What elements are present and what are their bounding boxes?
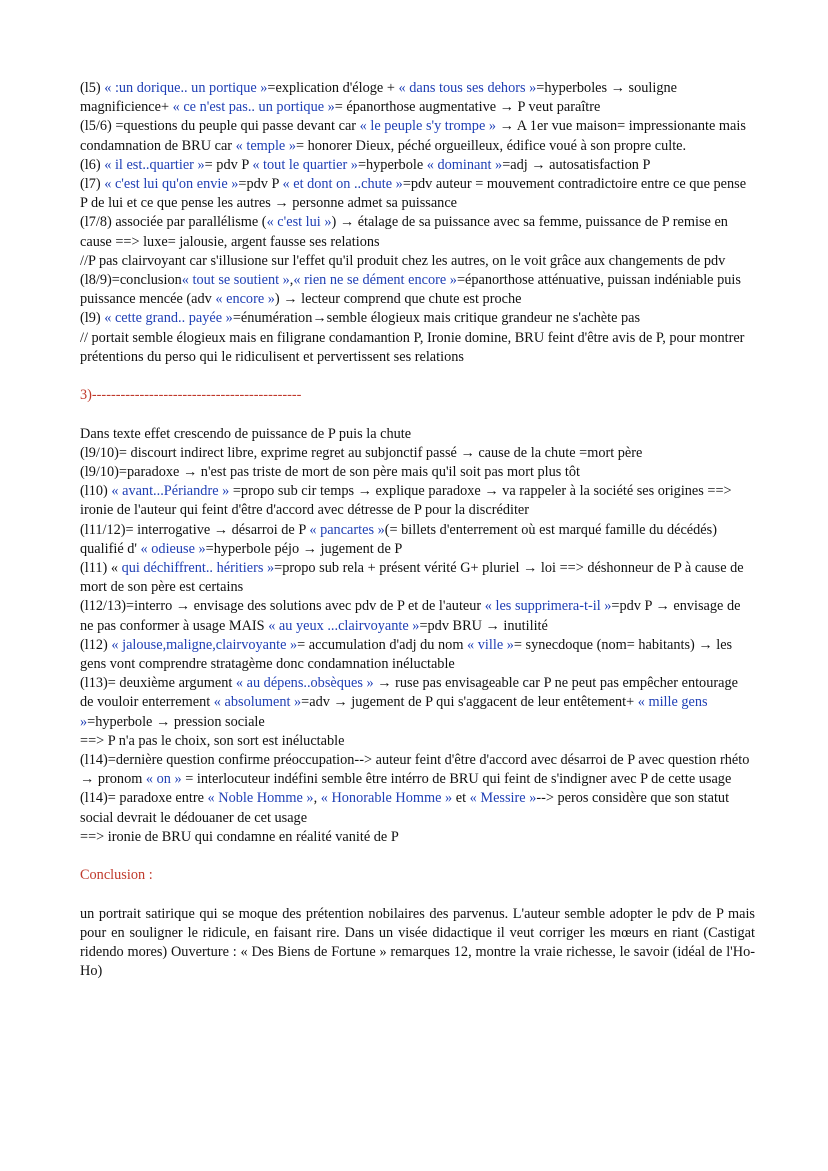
commentary-text: Dans texte effet crescendo de puissance de P puis la chute xyxy=(80,425,412,442)
analysis-paragraph xyxy=(80,213,755,251)
quote-text: « le peuple s'y trompe » xyxy=(359,118,497,135)
commentary-text: (= billets d'enterrement où est marqué famille du décédés) qualifié d' xyxy=(80,521,717,557)
quote-text: « tout le quartier » xyxy=(252,156,358,173)
analysis-paragraph xyxy=(80,828,755,847)
analysis-paragraph xyxy=(80,789,755,827)
commentary-text: (l5) xyxy=(80,80,105,96)
section-3-heading: 3)-------------------------------------------- xyxy=(80,387,302,404)
quote-text: « Honorable Homme » xyxy=(320,790,453,807)
conclusion-text: un portrait satirique qui se moque des prétention nobilaires des parvenus. L'auteur semble adopter le pdv de P mais pour en souligner le ridicule, en faisant rire. Dans un visée didactique il veut corriger les mœurs en riant (Castigat ridendo mores) Ouverture : « Des Biens de Fortune » remarques 12, montre la vraie richesse, le savoir (idéal de l'Ho-Ho) xyxy=(80,905,755,980)
quote-text: « ville » xyxy=(467,636,514,653)
commentary-text: =propo sub cir temps → explique paradoxe → va rappeler à la société ses origines ==> ironie de l'auteur qui feint d'être d'accord avec détresse de P pour la discréditer xyxy=(80,483,732,519)
commentary-text: =pdv P xyxy=(238,176,283,193)
commentary-text: (l12/13)=interro → envisage des solutions avec pdv de P et de l'auteur xyxy=(80,598,485,615)
quote-text: « Messire » xyxy=(469,790,537,807)
quote-text: « au dépens..obsèques » xyxy=(235,675,374,692)
quote-text: « il est..quartier » xyxy=(104,156,205,173)
quote-text: « ce n'est pas.. un portique » xyxy=(172,99,335,116)
analysis-paragraph xyxy=(80,175,755,213)
analysis-paragraph xyxy=(80,329,755,367)
commentary-text: =adj → autosatisfaction P xyxy=(502,156,651,173)
quote-text: « les supprimera-t-il » xyxy=(484,598,612,615)
commentary-text: (l7/8) associée par parallélisme ( xyxy=(80,214,267,231)
commentary-text: (l10) xyxy=(80,483,112,500)
commentary-text: (l14)= paradoxe entre xyxy=(80,790,208,807)
analysis-part-2 xyxy=(80,79,755,367)
quote-text: « dans tous ses dehors » xyxy=(398,80,537,96)
quote-text: « temple » xyxy=(235,137,296,154)
quote-text: « avant...Périandre » xyxy=(111,483,230,500)
commentary-text: =adv → jugement de P qui s'aggacent de leur entêtement+ xyxy=(301,694,638,711)
analysis-paragraph xyxy=(80,482,755,520)
commentary-text: // portait semble élogieux mais en filigrane condamantion P, Ironie domine, BRU feint d'être avis de P, pour montrer prétentions du perso qui le ridiculisent et pervertissent ses relations xyxy=(80,329,745,365)
commentary-text: (l11) « xyxy=(80,560,122,577)
commentary-text: (l13)= deuxième argument xyxy=(80,675,236,692)
analysis-paragraph xyxy=(80,309,755,328)
commentary-text: =hyperboles → souligne magnificience+ xyxy=(80,80,677,116)
quote-text: « absolument » xyxy=(213,694,302,711)
commentary-text: = accumulation d'adj du nom xyxy=(297,636,468,653)
commentary-text: (l9/10)=paradoxe → n'est pas triste de mort de son père mais qu'il soit pas mort plus tôt xyxy=(80,464,581,481)
commentary-text: //P pas clairvoyant car s'illusione sur l'effet qu'il produit chez les autres, on le voit grâce aux changements de pdv xyxy=(80,252,726,269)
commentary-text: → A 1er vue maison= impressionante mais condamnation de BRU car xyxy=(80,118,746,154)
commentary-text: et xyxy=(452,790,470,807)
commentary-text: =pdv P → envisage de ne pas conformer à usage MAIS xyxy=(80,598,741,634)
quote-text: « au yeux ...clairvoyante » xyxy=(268,617,420,634)
analysis-paragraph xyxy=(80,463,755,482)
quote-text: « cette grand.. payée » xyxy=(104,310,233,327)
quote-text: « jalouse,maligne,clairvoyante » xyxy=(111,636,298,653)
commentary-text: (l9/10)= discourt indirect libre, exprime regret au subjonctif passé → cause de la chute =mort père xyxy=(80,444,643,461)
analysis-paragraph xyxy=(80,79,755,117)
quote-text: « c'est lui qu'on envie » xyxy=(104,176,239,193)
commentary-text: ==> ironie de BRU qui condamne en réalité vanité de P xyxy=(80,828,399,845)
analysis-paragraph xyxy=(80,444,755,463)
commentary-text: = synecdoque (nom= habitants) → les gens vont comprendre stratagème donc condamnation inéluctable xyxy=(80,636,733,673)
commentary-text: (l14)=dernière question confirme préoccupation--> auteur feint d'être d'accord avec désarroi de P avec question rhéto → pronom xyxy=(80,752,750,788)
quote-text: « mille gens » xyxy=(80,694,708,730)
quote-text: « Noble Homme » xyxy=(207,790,314,807)
quote-text: « dominant » xyxy=(426,156,503,173)
commentary-text: --> peros considère que son statut social devrait le dédouaner de cet usage xyxy=(80,790,730,826)
analysis-paragraph xyxy=(80,271,755,309)
commentary-text: , xyxy=(289,272,294,289)
analysis-paragraph xyxy=(80,117,755,155)
quote-text: « encore » xyxy=(215,291,275,308)
commentary-text: = épanorthose augmentative → P veut paraître xyxy=(334,99,601,116)
analysis-paragraph xyxy=(80,732,755,751)
commentary-text: ) → lecteur comprend que chute est proche xyxy=(274,291,522,308)
commentary-text: = interlocuteur indéfini semble être intérro de BRU qui feint de s'indigner avec P de cette usage xyxy=(181,771,732,788)
analysis-paragraph xyxy=(80,751,755,789)
commentary-text: =énumération→semble élogieux mais critique grandeur ne s'achète pas xyxy=(232,310,641,327)
commentary-text: (l7) xyxy=(80,176,105,193)
analysis-part-3 xyxy=(80,425,755,847)
document-page xyxy=(80,79,755,981)
commentary-text: =épanorthose atténuative, puissan indéniable puis puissance mencée (adv xyxy=(80,272,741,308)
commentary-text: (l5/6) =questions du peuple qui passe devant car xyxy=(80,118,360,135)
commentary-text: =explication d'éloge + xyxy=(267,80,399,96)
commentary-text: (l8/9)=conclusion xyxy=(80,272,182,289)
analysis-paragraph xyxy=(80,559,755,597)
quote-text: « c'est lui » xyxy=(266,214,332,231)
quote-text: « et dont on ..chute » xyxy=(282,176,403,193)
commentary-text: =hyperbole xyxy=(357,156,427,173)
quote-text: « odieuse » xyxy=(140,540,206,557)
analysis-paragraph xyxy=(80,252,755,271)
commentary-text: (l12) xyxy=(80,636,112,653)
commentary-text: ==> P n'a pas le choix, son sort est inéluctable xyxy=(80,732,345,749)
commentary-text: = pdv P xyxy=(204,156,253,173)
quote-text: « on » xyxy=(145,771,182,788)
commentary-text: (l6) xyxy=(80,156,105,173)
commentary-text: = honorer Dieux, péché orgueilleux, édifice voué à son propre culte. xyxy=(296,137,687,154)
analysis-paragraph xyxy=(80,156,755,175)
commentary-text: =pdv auteur = mouvement contradictoire entre ce que pense P de lui et ce que pense les autres → personne admet sa puissance xyxy=(80,176,747,212)
analysis-paragraph xyxy=(80,674,755,732)
commentary-text: → ruse pas envisageable car P ne peut pas empêcher entourage de vouloir enterrement xyxy=(80,675,738,711)
commentary-text: =hyperbole péjo → jugement de P xyxy=(205,540,403,557)
quote-text: qui déchiffrent.. héritiers » xyxy=(121,560,275,577)
commentary-text: =pdv BRU → inutilité xyxy=(419,617,548,634)
analysis-paragraph xyxy=(80,636,755,674)
analysis-paragraph xyxy=(80,521,755,559)
commentary-text: , xyxy=(313,790,321,807)
quote-text: « pancartes » xyxy=(309,521,385,538)
quote-text: « tout se soutient » xyxy=(181,272,290,289)
quote-text: « rien ne se dément encore » xyxy=(293,272,457,289)
commentary-text: (l9) xyxy=(80,310,105,327)
commentary-text: =propo sub rela + présent vérité G+ pluriel → loi ==> déshonneur de P à cause de mort de son père est certains xyxy=(80,560,744,596)
commentary-text: (l11/12)= interrogative → désarroi de P xyxy=(80,521,310,538)
quote-text: « :un dorique.. un portique » xyxy=(104,80,268,96)
commentary-text: ) → étalage de sa puissance avec sa femme, puissance de P remise en cause ==> luxe= jalousie, argent fausse ses relations xyxy=(80,214,728,250)
conclusion-heading: Conclusion : xyxy=(80,867,153,884)
analysis-paragraph xyxy=(80,597,755,635)
analysis-paragraph xyxy=(80,425,755,444)
commentary-text: =hyperbole → pression sociale xyxy=(87,713,265,730)
